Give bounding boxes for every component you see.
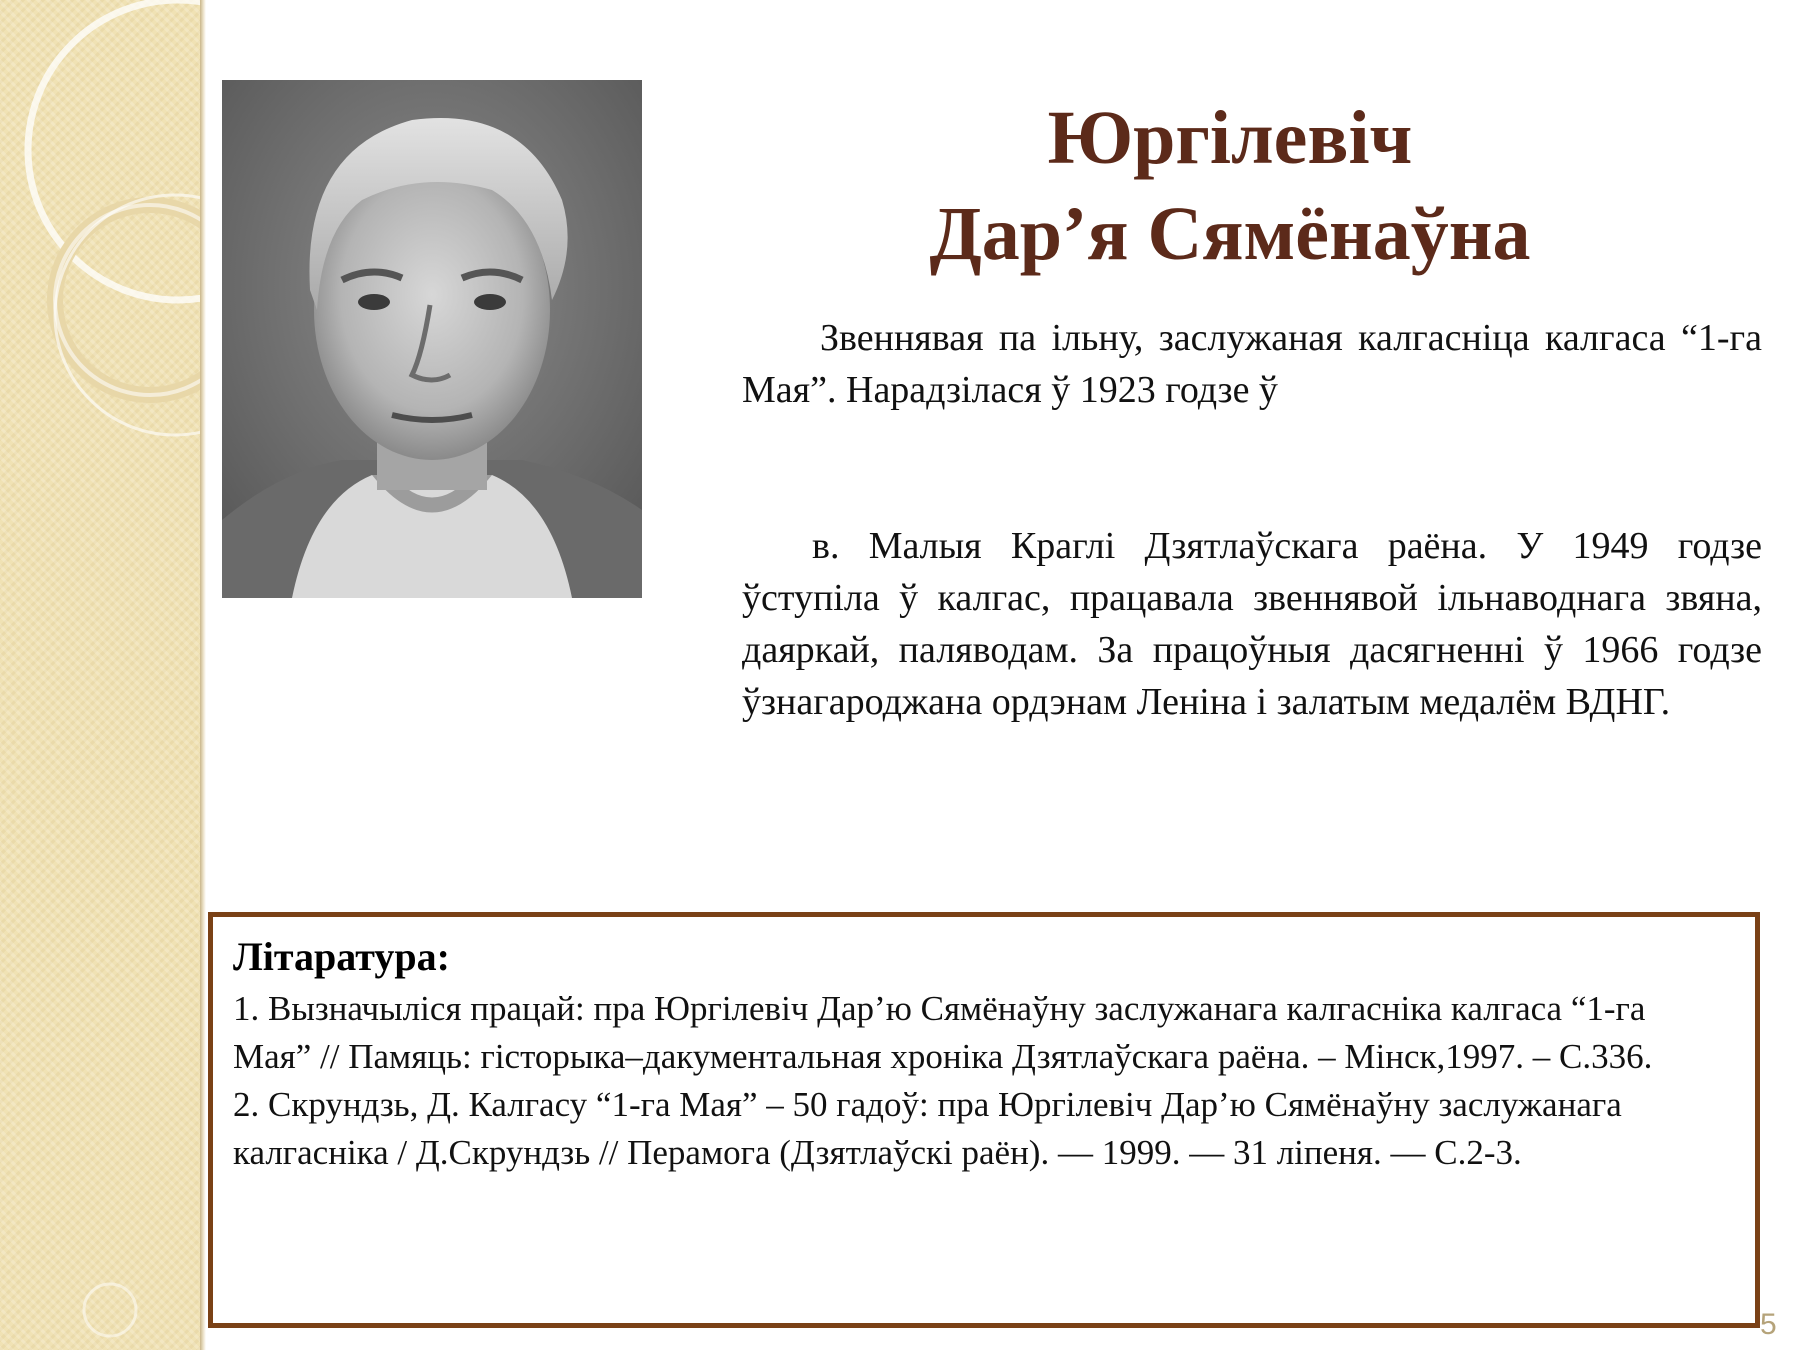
decorative-rings-icon	[0, 0, 200, 1350]
portrait-photo	[222, 80, 642, 598]
sidebar-divider	[200, 0, 206, 1350]
literature-box	[208, 912, 1760, 1328]
title-name: Дар’я Сямёнаўна	[929, 192, 1531, 276]
portrait-photo-icon	[222, 80, 642, 598]
bio-paragraph-2	[742, 520, 1762, 728]
bio-text-2: в. Малыя Краглі Дзятлаўскага раёна. У 1949 годзе ўступіла ў калгас, працавала звеннявой ільнаводнага звяна, даяркай, паляводам. За працоўныя дасягненні ў 1966 годзе ўзнагароджана ордэнам Леніна і залатым медалём ВДНГ.	[742, 525, 1762, 723]
literature-heading: Літаратура:	[233, 934, 450, 979]
bio-paragraph-1	[742, 312, 1762, 416]
title-surname: Юргілевіч	[1047, 96, 1413, 180]
page-number: 5	[1760, 1308, 1777, 1341]
bio-text-1: Звеннявая па ільну, заслужаная калгасніца калгаса “1-га Мая”. Нарадзілася ў 1923 годзе ў	[742, 317, 1762, 411]
page-title	[880, 90, 1580, 282]
literature-item-1: 1. Вызначыліся працай: пра Юргілевіч Дар’ю Сямёнаўну заслужанага калгасніка калгаса “1-га Мая” // Памяць: гісторыка–дакументальная хроніка Дзятлаўскага раёна. – Мінск,1997. – С.336.	[233, 989, 1653, 1076]
literature-item-2: 2. Скрундзь, Д. Калгасу “1-га Мая” – 50 гадоў: пра Юргілевіч Дар’ю Сямёнаўну заслужанага калгасніка / Д.Скрундзь // Перамога (Дзятлаўскі раён). — 1999. — 31 ліпеня. — С.2-3.	[233, 1085, 1622, 1172]
decorative-sidebar	[0, 0, 200, 1350]
